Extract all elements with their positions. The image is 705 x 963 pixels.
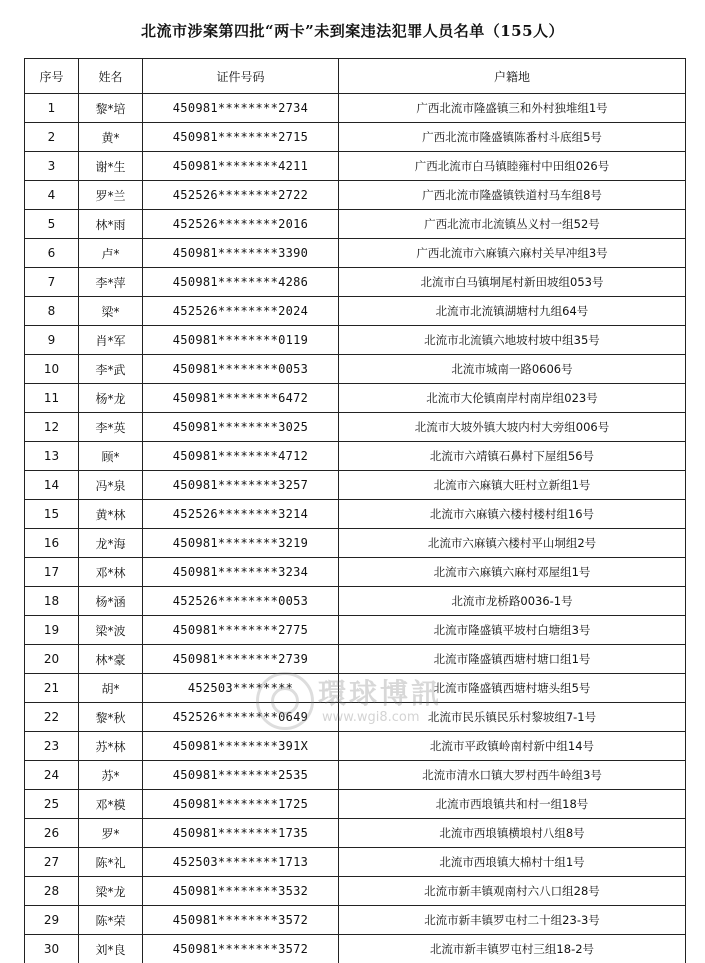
row-address: 北流市六麻镇六麻村邓屋组1号	[339, 558, 686, 587]
row-name: 黄*林	[79, 500, 143, 529]
table-row	[25, 471, 686, 500]
table-row	[25, 558, 686, 587]
row-address: 北流市隆盛镇平坡村白塘组3号	[339, 616, 686, 645]
row-address: 北流市西埌镇大棉村十组1号	[339, 848, 686, 877]
table-row	[25, 384, 686, 413]
row-id-number: 450981********3572	[143, 906, 339, 935]
row-id-number: 450981********1735	[143, 819, 339, 848]
row-index: 13	[25, 442, 79, 471]
row-id-number: 452503********	[143, 674, 339, 703]
table-row	[25, 500, 686, 529]
row-name: 杨*涵	[79, 587, 143, 616]
row-index: 22	[25, 703, 79, 732]
table-header-row	[25, 59, 686, 94]
row-id-number: 450981********2535	[143, 761, 339, 790]
row-address: 北流市北流镇湖塘村九组64号	[339, 297, 686, 326]
row-name: 邓*林	[79, 558, 143, 587]
table-row	[25, 355, 686, 384]
row-address: 北流市白马镇垌尾村新田坡组053号	[339, 268, 686, 297]
row-id-number: 450981********6472	[143, 384, 339, 413]
row-address: 北流市六麻镇六楼村楼村组16号	[339, 500, 686, 529]
row-name: 苏*林	[79, 732, 143, 761]
row-id-number: 452526********2722	[143, 181, 339, 210]
row-id-number: 450981********2715	[143, 123, 339, 152]
row-id-number: 452526********0649	[143, 703, 339, 732]
row-id-number: 450981********3025	[143, 413, 339, 442]
row-name: 龙*海	[79, 529, 143, 558]
row-id-number: 450981********2775	[143, 616, 339, 645]
row-index: 25	[25, 790, 79, 819]
fugitive-list-table	[24, 58, 686, 963]
row-id-number: 452526********3214	[143, 500, 339, 529]
row-id-number: 452526********2016	[143, 210, 339, 239]
table-row	[25, 732, 686, 761]
row-name: 梁*龙	[79, 877, 143, 906]
row-index: 21	[25, 674, 79, 703]
row-address: 北流市新丰镇罗屯村三组18-2号	[339, 935, 686, 963]
row-id-number: 450981********3532	[143, 877, 339, 906]
row-name: 顾*	[79, 442, 143, 471]
row-name: 杨*龙	[79, 384, 143, 413]
row-address: 北流市六靖镇石鼻村下屋组56号	[339, 442, 686, 471]
row-index: 10	[25, 355, 79, 384]
table-row	[25, 645, 686, 674]
table-row	[25, 268, 686, 297]
row-address: 北流市隆盛镇西塘村塘头组5号	[339, 674, 686, 703]
row-index: 24	[25, 761, 79, 790]
table-row	[25, 848, 686, 877]
table-row	[25, 935, 686, 963]
row-index: 7	[25, 268, 79, 297]
row-address: 广西北流市隆盛镇铁道村马车组8号	[339, 181, 686, 210]
row-address: 北流市新丰镇观南村六八口组28号	[339, 877, 686, 906]
row-name: 梁*	[79, 297, 143, 326]
row-address: 北流市六麻镇大旺村立新组1号	[339, 471, 686, 500]
row-id-number: 450981********4211	[143, 152, 339, 181]
table-row	[25, 181, 686, 210]
table-row	[25, 790, 686, 819]
row-name: 林*雨	[79, 210, 143, 239]
row-id-number: 450981********3234	[143, 558, 339, 587]
row-name: 黎*秋	[79, 703, 143, 732]
row-index: 15	[25, 500, 79, 529]
table-row	[25, 529, 686, 558]
row-name: 刘*良	[79, 935, 143, 963]
row-id-number: 450981********3572	[143, 935, 339, 963]
row-address: 北流市平政镇岭南村新中组14号	[339, 732, 686, 761]
table-row	[25, 587, 686, 616]
row-index: 1	[25, 94, 79, 123]
table-row	[25, 326, 686, 355]
table-row	[25, 761, 686, 790]
row-address: 北流市西埌镇共和村一组18号	[339, 790, 686, 819]
row-index: 2	[25, 123, 79, 152]
row-id-number: 450981********3390	[143, 239, 339, 268]
row-name: 邓*模	[79, 790, 143, 819]
row-address: 北流市大伦镇南岸村南岸组023号	[339, 384, 686, 413]
row-address: 北流市北流镇六地坡村坡中组35号	[339, 326, 686, 355]
row-index: 29	[25, 906, 79, 935]
table-body	[25, 94, 686, 963]
row-index: 26	[25, 819, 79, 848]
row-index: 18	[25, 587, 79, 616]
row-index: 27	[25, 848, 79, 877]
row-id-number: 450981********0053	[143, 355, 339, 384]
row-index: 5	[25, 210, 79, 239]
row-address: 北流市民乐镇民乐村黎坡组7-1号	[339, 703, 686, 732]
row-address: 北流市清水口镇大罗村西牛岭组3号	[339, 761, 686, 790]
row-name: 罗*兰	[79, 181, 143, 210]
header-id-number: 证件号码	[143, 59, 339, 94]
table-row	[25, 703, 686, 732]
table-row	[25, 819, 686, 848]
row-name: 胡*	[79, 674, 143, 703]
row-index: 8	[25, 297, 79, 326]
row-id-number: 450981********3219	[143, 529, 339, 558]
table-row	[25, 442, 686, 471]
row-index: 3	[25, 152, 79, 181]
row-address: 北流市六麻镇六楼村平山垌组2号	[339, 529, 686, 558]
table-row	[25, 239, 686, 268]
table-row	[25, 94, 686, 123]
page-title: 北流市涉案第四批“两卡”未到案违法犯罪人员名单（155人）	[0, 20, 705, 41]
table-row	[25, 210, 686, 239]
row-id-number: 452526********2024	[143, 297, 339, 326]
row-name: 黎*培	[79, 94, 143, 123]
row-address: 北流市西埌镇横埌村八组8号	[339, 819, 686, 848]
row-address: 北流市大坡外镇大坡内村大旁组006号	[339, 413, 686, 442]
row-address: 北流市隆盛镇西塘村塘口组1号	[339, 645, 686, 674]
row-address: 北流市龙桥路0036-1号	[339, 587, 686, 616]
table-row	[25, 413, 686, 442]
row-name: 陈*礼	[79, 848, 143, 877]
row-index: 6	[25, 239, 79, 268]
row-index: 17	[25, 558, 79, 587]
row-address: 广西北流市六麻镇六麻村关早冲组3号	[339, 239, 686, 268]
row-id-number: 450981********1725	[143, 790, 339, 819]
row-index: 9	[25, 326, 79, 355]
table-row	[25, 674, 686, 703]
header-index: 序号	[25, 59, 79, 94]
row-id-number: 450981********3257	[143, 471, 339, 500]
row-name: 卢*	[79, 239, 143, 268]
row-name: 谢*生	[79, 152, 143, 181]
header-household-address: 户籍地	[339, 59, 686, 94]
row-name: 李*英	[79, 413, 143, 442]
row-name: 李*武	[79, 355, 143, 384]
header-name: 姓名	[79, 59, 143, 94]
row-name: 冯*泉	[79, 471, 143, 500]
row-index: 19	[25, 616, 79, 645]
table-row	[25, 906, 686, 935]
row-name: 罗*	[79, 819, 143, 848]
row-id-number: 450981********2739	[143, 645, 339, 674]
row-name: 肖*军	[79, 326, 143, 355]
row-address: 北流市新丰镇罗屯村二十组23-3号	[339, 906, 686, 935]
table-row	[25, 877, 686, 906]
row-id-number: 450981********4286	[143, 268, 339, 297]
row-index: 23	[25, 732, 79, 761]
row-index: 28	[25, 877, 79, 906]
row-name: 李*萍	[79, 268, 143, 297]
row-address: 广西北流市隆盛镇陈番村斗底组5号	[339, 123, 686, 152]
watermark-url: www.wgi8.com	[322, 710, 420, 725]
row-index: 11	[25, 384, 79, 413]
row-address: 广西北流市白马镇睦雍村中田组026号	[339, 152, 686, 181]
table-row	[25, 152, 686, 181]
table-row	[25, 616, 686, 645]
row-index: 12	[25, 413, 79, 442]
row-address: 广西北流市北流镇丛义村一组52号	[339, 210, 686, 239]
row-name: 梁*波	[79, 616, 143, 645]
row-index: 14	[25, 471, 79, 500]
row-name: 林*豪	[79, 645, 143, 674]
row-index: 20	[25, 645, 79, 674]
row-name: 苏*	[79, 761, 143, 790]
table-row	[25, 297, 686, 326]
row-id-number: 452526********0053	[143, 587, 339, 616]
row-index: 16	[25, 529, 79, 558]
row-id-number: 450981********391X	[143, 732, 339, 761]
row-id-number: 450981********4712	[143, 442, 339, 471]
row-id-number: 450981********0119	[143, 326, 339, 355]
row-name: 陈*荣	[79, 906, 143, 935]
row-index: 4	[25, 181, 79, 210]
row-index: 30	[25, 935, 79, 963]
row-id-number: 452503********1713	[143, 848, 339, 877]
row-address: 广西北流市隆盛镇三和外村独堆组1号	[339, 94, 686, 123]
table-row	[25, 123, 686, 152]
watermark-text: 環球博訊	[318, 672, 442, 712]
row-id-number: 450981********2734	[143, 94, 339, 123]
row-name: 黄*	[79, 123, 143, 152]
row-address: 北流市城南一路0606号	[339, 355, 686, 384]
